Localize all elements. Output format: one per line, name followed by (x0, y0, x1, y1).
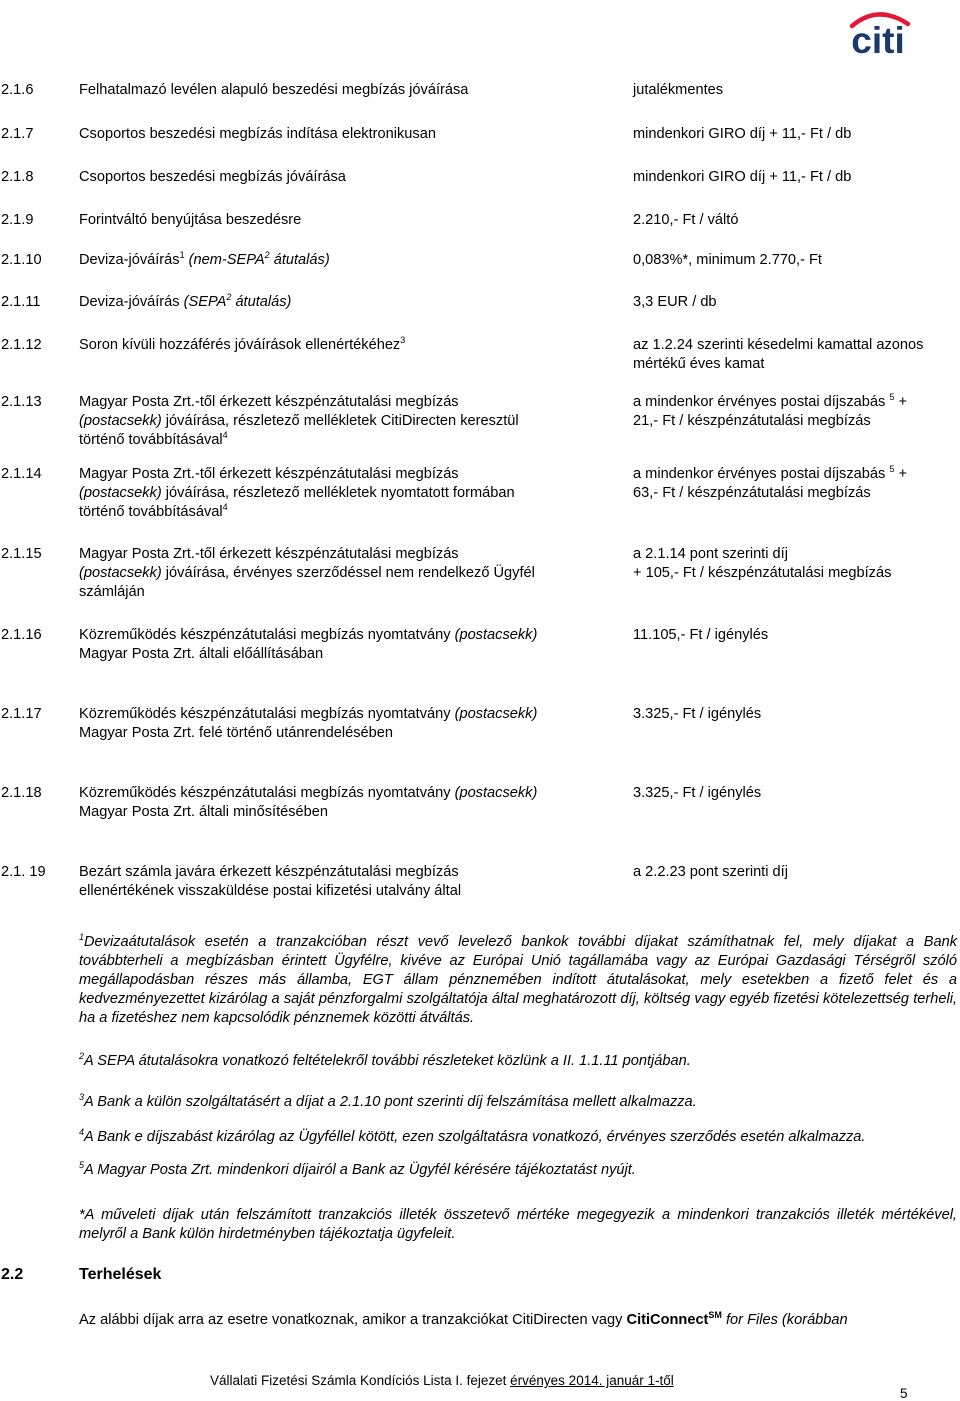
logo-text: citi (851, 20, 905, 56)
row-fee: a mindenkor érvényes postai díjszabás $^5$ + 21,- Ft / készpénzátutalási megbízás (633, 392, 907, 429)
row-description: Magyar Posta Zrt.-től érkezett készpénzátutalási megbízás (postacsekk) jóváírása, érvényes szerződéssel nem rendelkező Ügyfél számláján (79, 546, 535, 600)
row-number: 2.1.13 (1, 394, 42, 410)
row-number: 2.1.10 (1, 252, 42, 268)
row-fee: a mindenkor érvényes postai díjszabás $^5$ + 63,- Ft / készpénzátutalási megbízás (633, 464, 907, 501)
row-number: 2.1.17 (1, 706, 42, 722)
footnote-5: $^5$A Magyar Posta Zrt. mindenkori díjairól a Bank az Ügyfél kérésére tájékoztatást nyújt. (79, 1160, 636, 1178)
row-number: 2.1. 19 (1, 864, 46, 880)
footnote-2: $^2$A SEPA átutalásokra vonatkozó feltételekről további részleteket közlünk a II. 1.1.11 pontjában. (79, 1051, 691, 1069)
row-description: Közreműködés készpénzátutalási megbízás nyomtatvány (postacsekk) Magyar Posta Zrt. általi előállításában (79, 627, 538, 662)
row-fee: 11.105,- Ft / igénylés (633, 627, 769, 643)
row-fee: mindenkori GIRO díj + 11,- Ft / db (633, 169, 852, 185)
row-fee: 3,3 EUR / db (633, 294, 717, 310)
row-description: Bezárt számla javára érkezett készpénzátutalási megbízás ellenértékének visszaküldése postai kifizetési utalvány által (79, 864, 462, 899)
citi-logo (838, 6, 918, 56)
section-number: 2.2 (1, 1266, 24, 1283)
row-number: 2.1.18 (1, 785, 42, 801)
row-fee: mindenkori GIRO díj + 11,- Ft / db (633, 126, 852, 142)
row-number: 2.1.12 (1, 337, 42, 353)
row-description: Közreműködés készpénzátutalási megbízás nyomtatvány (postacsekk) Magyar Posta Zrt. általi minősítésében (79, 785, 538, 820)
footnote-4: $^4$A Bank e díjszabást kizárólag az Ügyféllel kötött, ezen szolgáltatásra vonatkozó, érvényes szerződés esetén alkalmazza. (79, 1127, 866, 1145)
row-fee: a 2.1.14 pont szerinti díj + 105,- Ft / készpénzátutalási megbízás (633, 546, 892, 581)
row-number: 2.1.14 (1, 466, 42, 482)
row-description: Magyar Posta Zrt.-től érkezett készpénzátutalási megbízás (postacsekk) jóváírása, részletező mellékletek nyomtatott formában történő továbbításával$^4$ (79, 466, 515, 520)
row-number: 2.1.11 (1, 294, 41, 310)
page-footer: Vállalati Fizetési Számla Kondíciós Lista I. fejezet érvényes 2014. január 1-től (210, 1373, 674, 1388)
row-fee: az 1.2.24 szerinti késedelmi kamattal azonos mértékű éves kamat (633, 337, 924, 372)
page-number: 5 (900, 1386, 908, 1401)
footnote-3: $^3$A Bank a külön szolgáltatásért a díjat a 2.1.10 pont szerinti díj felszámítása mellett alkalmazza. (79, 1092, 697, 1110)
row-fee: a 2.2.23 pont szerinti díj (633, 864, 788, 880)
row-number: 2.1.6 (1, 82, 34, 98)
row-description: Csoportos beszedési megbízás indítása elektronikusan (79, 126, 436, 142)
row-fee: 0,083%*, minimum 2.770,- Ft (633, 252, 822, 268)
row-description: Közreműködés készpénzátutalási megbízás nyomtatvány (postacsekk) Magyar Posta Zrt. felé történő utánrendelésében (79, 706, 538, 741)
row-number: 2.1.9 (1, 212, 34, 228)
row-number: 2.1.8 (1, 169, 34, 185)
row-description: Magyar Posta Zrt.-től érkezett készpénzátutalási megbízás (postacsekk) jóváírása, részletező mellékletek CitiDirecten keresztül történő továbbításával$^4$ (79, 394, 519, 448)
footnote-1: $^1$Devizaátutalások esetén a tranzakcióban részt vevő levelező bankok további díjakat számíthatnak fel, mely díjakat a Bank továbbterheli a megbízásban érintett Ügyfélre, kivéve az Európai Unió tagállamába vagy az Európai Gazdasági Térségről szóló megállapodásban részes más államba, EGT állam pénznemében indított átutalásokat, mely esetekben a fizető felet és a kedvezményezettet kizárólag a saját pénzforgalmi szolgáltatója által meghatározott díj, költség vagy egyéb fizetési kötelezettség terheli, ha a fizetéshez nem kapcsolódik pénznemek közötti átváltás. (79, 932, 957, 1026)
row-fee: 2.210,- Ft / váltó (633, 212, 739, 228)
row-number: 2.1.15 (1, 546, 42, 562)
section-title: Terhelések (79, 1266, 162, 1283)
row-description: Soron kívüli hozzáférés jóváírások ellenértékéhez$^3$ (79, 335, 406, 353)
row-description: Deviza-jóváírás (SEPA$^2$ átutalás) (79, 292, 292, 310)
row-description: Felhatalmazó levélen alapuló beszedési megbízás jóváírása (79, 82, 469, 98)
row-number: 2.1.7 (1, 126, 34, 142)
footnote-tax: *A műveleti díjak után felszámított tranzakciós illeték összetevő mértéke megegyezik a mindenkori tranzakciós illeték mértékével, melyről a Bank külön hirdetményben tájékoztatja ügyfeleit. (79, 1207, 957, 1242)
row-description: Forintváltó benyújtása beszedésre (79, 212, 302, 228)
row-fee: jutalékmentes (633, 82, 724, 98)
row-number: 2.1.16 (1, 627, 42, 643)
row-fee: 3.325,- Ft / igénylés (633, 706, 762, 722)
row-description: Deviza-jóváírás$^1$ (nem-SEPA$^2$ átutalás) (79, 250, 330, 268)
row-description: Csoportos beszedési megbízás jóváírása (79, 169, 346, 185)
section-intro: Az alábbi díjak arra az esetre vonatkoznak, amikor a tranzakciókat CitiDirecten vagy CitiConnect℠ for Files (korábban (79, 1310, 848, 1328)
row-fee: 3.325,- Ft / igénylés (633, 785, 762, 801)
